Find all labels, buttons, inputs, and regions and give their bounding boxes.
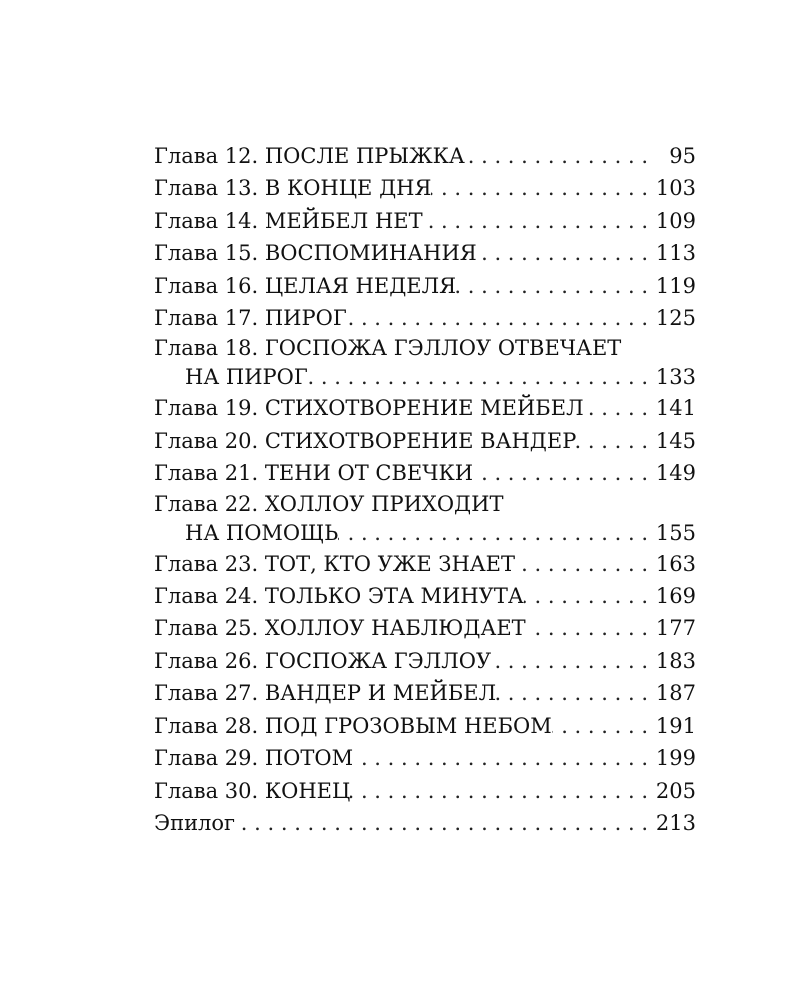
toc-entry: [154, 457, 696, 489]
toc-page-number: 145: [655, 428, 696, 453]
toc-entry: [154, 140, 696, 172]
toc-entry-title: Глава 13. В КОНЦЕ ДНЯ: [154, 176, 432, 201]
toc-dot-leader: [491, 645, 652, 677]
toc-entry-line: [154, 807, 696, 839]
toc-page-number: 155: [655, 520, 696, 545]
toc-entry-line: [154, 490, 696, 518]
toc-dot-leader: [576, 425, 652, 457]
toc-dot-leader: [353, 742, 652, 774]
toc-page-number: 133: [655, 365, 696, 390]
toc-page-number: 113: [655, 241, 696, 266]
toc-dot-leader: [465, 140, 652, 172]
toc-entry-title: Глава 20. СТИХОТВОРЕНИЕ ВАНДЕР: [154, 428, 577, 453]
toc-page-number: 163: [655, 551, 696, 576]
toc-entry: [154, 580, 696, 612]
toc-entry-title: Глава 26. ГОСПОЖА ГЭЛЛОУ: [154, 648, 492, 673]
toc-entry: [154, 334, 696, 392]
toc-page-number: 149: [655, 461, 696, 486]
toc-entry-title: Глава 15. ВОСПОМИНАНИЯ: [154, 241, 477, 266]
toc-entry: [154, 237, 696, 269]
toc-entry-line: [154, 172, 696, 204]
toc-dot-leader: [347, 302, 652, 334]
toc-dot-leader: [431, 172, 652, 204]
toc-page-number: 95: [669, 144, 696, 168]
toc-entry-line: [154, 334, 696, 362]
toc-entry-title: Глава 27. ВАНДЕР И МЕЙБЕЛ: [154, 681, 497, 706]
toc-entry: [154, 775, 696, 807]
toc-entry-line: [154, 205, 696, 237]
toc-entry: [154, 392, 696, 424]
toc-page-number: 103: [655, 176, 696, 201]
toc-entry-line: [154, 580, 696, 612]
toc-dot-leader: [526, 612, 652, 644]
toc-dot-leader: [338, 518, 652, 548]
toc-entry-line: [154, 302, 696, 334]
toc-entry-line: [154, 742, 696, 774]
toc-entry-line: [154, 548, 696, 580]
toc-entry-title: Глава 18. ГОСПОЖА ГЭЛЛОУ ОТВЕЧАЕТ: [154, 336, 622, 361]
toc-entry-title: Глава 25. ХОЛЛОУ НАБЛЮДАЕТ: [154, 616, 526, 641]
toc-entry-line: [154, 237, 696, 269]
toc-dot-leader: [496, 677, 652, 709]
toc-page-number: 169: [655, 584, 696, 609]
toc-entry-continuation: [154, 362, 696, 392]
toc-entry-line: [154, 392, 696, 424]
toc-page-number: 187: [655, 681, 696, 706]
toc-dot-leader: [477, 237, 652, 269]
toc-dot-leader: [584, 392, 652, 424]
toc-entry-line: [154, 677, 696, 709]
toc-entry-line: [154, 457, 696, 489]
toc-entry: [154, 490, 696, 548]
toc-entry-title: Глава 14. МЕЙБЕЛ НЕТ: [154, 208, 423, 233]
toc-entry: [154, 270, 696, 302]
toc-dot-leader: [515, 548, 652, 580]
toc-page-number: 109: [655, 208, 696, 233]
toc-entry-title: Глава 22. ХОЛЛОУ ПРИХОДИТ: [154, 491, 504, 516]
toc-entry-title: Глава 19. СТИХОТВОРЕНИЕ МЕЙБЕЛ: [154, 396, 584, 421]
toc-entry-title: НА ПОМОЩЬ: [185, 520, 339, 545]
toc-dot-leader: [308, 362, 652, 392]
table-of-contents: [154, 140, 696, 839]
toc-page-number: 141: [655, 396, 696, 421]
toc-page-number: 119: [655, 273, 696, 298]
toc-entry: [154, 172, 696, 204]
toc-dot-leader: [350, 775, 652, 807]
toc-page-number: 183: [655, 648, 696, 673]
toc-entry-title: Глава 30. КОНЕЦ: [154, 778, 351, 803]
toc-page-number: 205: [655, 778, 696, 803]
toc-entry-title: Глава 28. ПОД ГРОЗОВЫМ НЕБОМ: [154, 713, 552, 738]
toc-entry-line: [154, 775, 696, 807]
toc-entry-title: Эпилог: [154, 810, 236, 835]
toc-entry: [154, 612, 696, 644]
toc-entry: [154, 645, 696, 677]
toc-entry: [154, 710, 696, 742]
toc-page-number: 125: [655, 306, 696, 331]
toc-entry-title: НА ПИРОГ: [185, 365, 308, 390]
toc-dot-leader: [456, 270, 652, 302]
toc-entry-line: [154, 140, 696, 172]
toc-entry: [154, 548, 696, 580]
toc-entry-title: Глава 16. ЦЕЛАЯ НЕДЕЛЯ: [154, 273, 457, 298]
toc-entry-title: Глава 21. ТЕНИ ОТ СВЕЧКИ: [154, 461, 474, 486]
toc-entry-title: Глава 24. ТОЛЬКО ЭТА МИНУТА: [154, 584, 524, 609]
toc-dot-leader: [423, 205, 652, 237]
toc-page-number: 177: [655, 616, 696, 641]
toc-entry-line: [154, 612, 696, 644]
toc-entry-title: Глава 12. ПОСЛЕ ПРЫЖКА: [154, 144, 465, 168]
toc-entry-title: Глава 17. ПИРОГ: [154, 306, 347, 331]
toc-dot-leader: [473, 457, 652, 489]
toc-dot-leader: [524, 580, 652, 612]
toc-page-number: 213: [655, 810, 696, 835]
toc-entry-continuation: [154, 518, 696, 548]
toc-entry: [154, 425, 696, 457]
toc-entry-title: Глава 29. ПОТОМ: [154, 746, 354, 771]
toc-page-number: 191: [655, 713, 696, 738]
toc-entry: [154, 742, 696, 774]
toc-entry: [154, 677, 696, 709]
toc-dot-leader: [235, 807, 652, 839]
toc-entry-line: [154, 710, 696, 742]
toc-page-number: 199: [655, 746, 696, 771]
toc-entry-title: Глава 23. ТОТ, КТО УЖЕ ЗНАЕТ: [154, 551, 515, 576]
toc-dot-leader: [552, 710, 652, 742]
toc-entry: [154, 205, 696, 237]
toc-entry-line: [154, 425, 696, 457]
toc-entry-line: [154, 645, 696, 677]
toc-entry: [154, 302, 696, 334]
toc-entry: [154, 807, 696, 839]
toc-entry-line: [154, 270, 696, 302]
